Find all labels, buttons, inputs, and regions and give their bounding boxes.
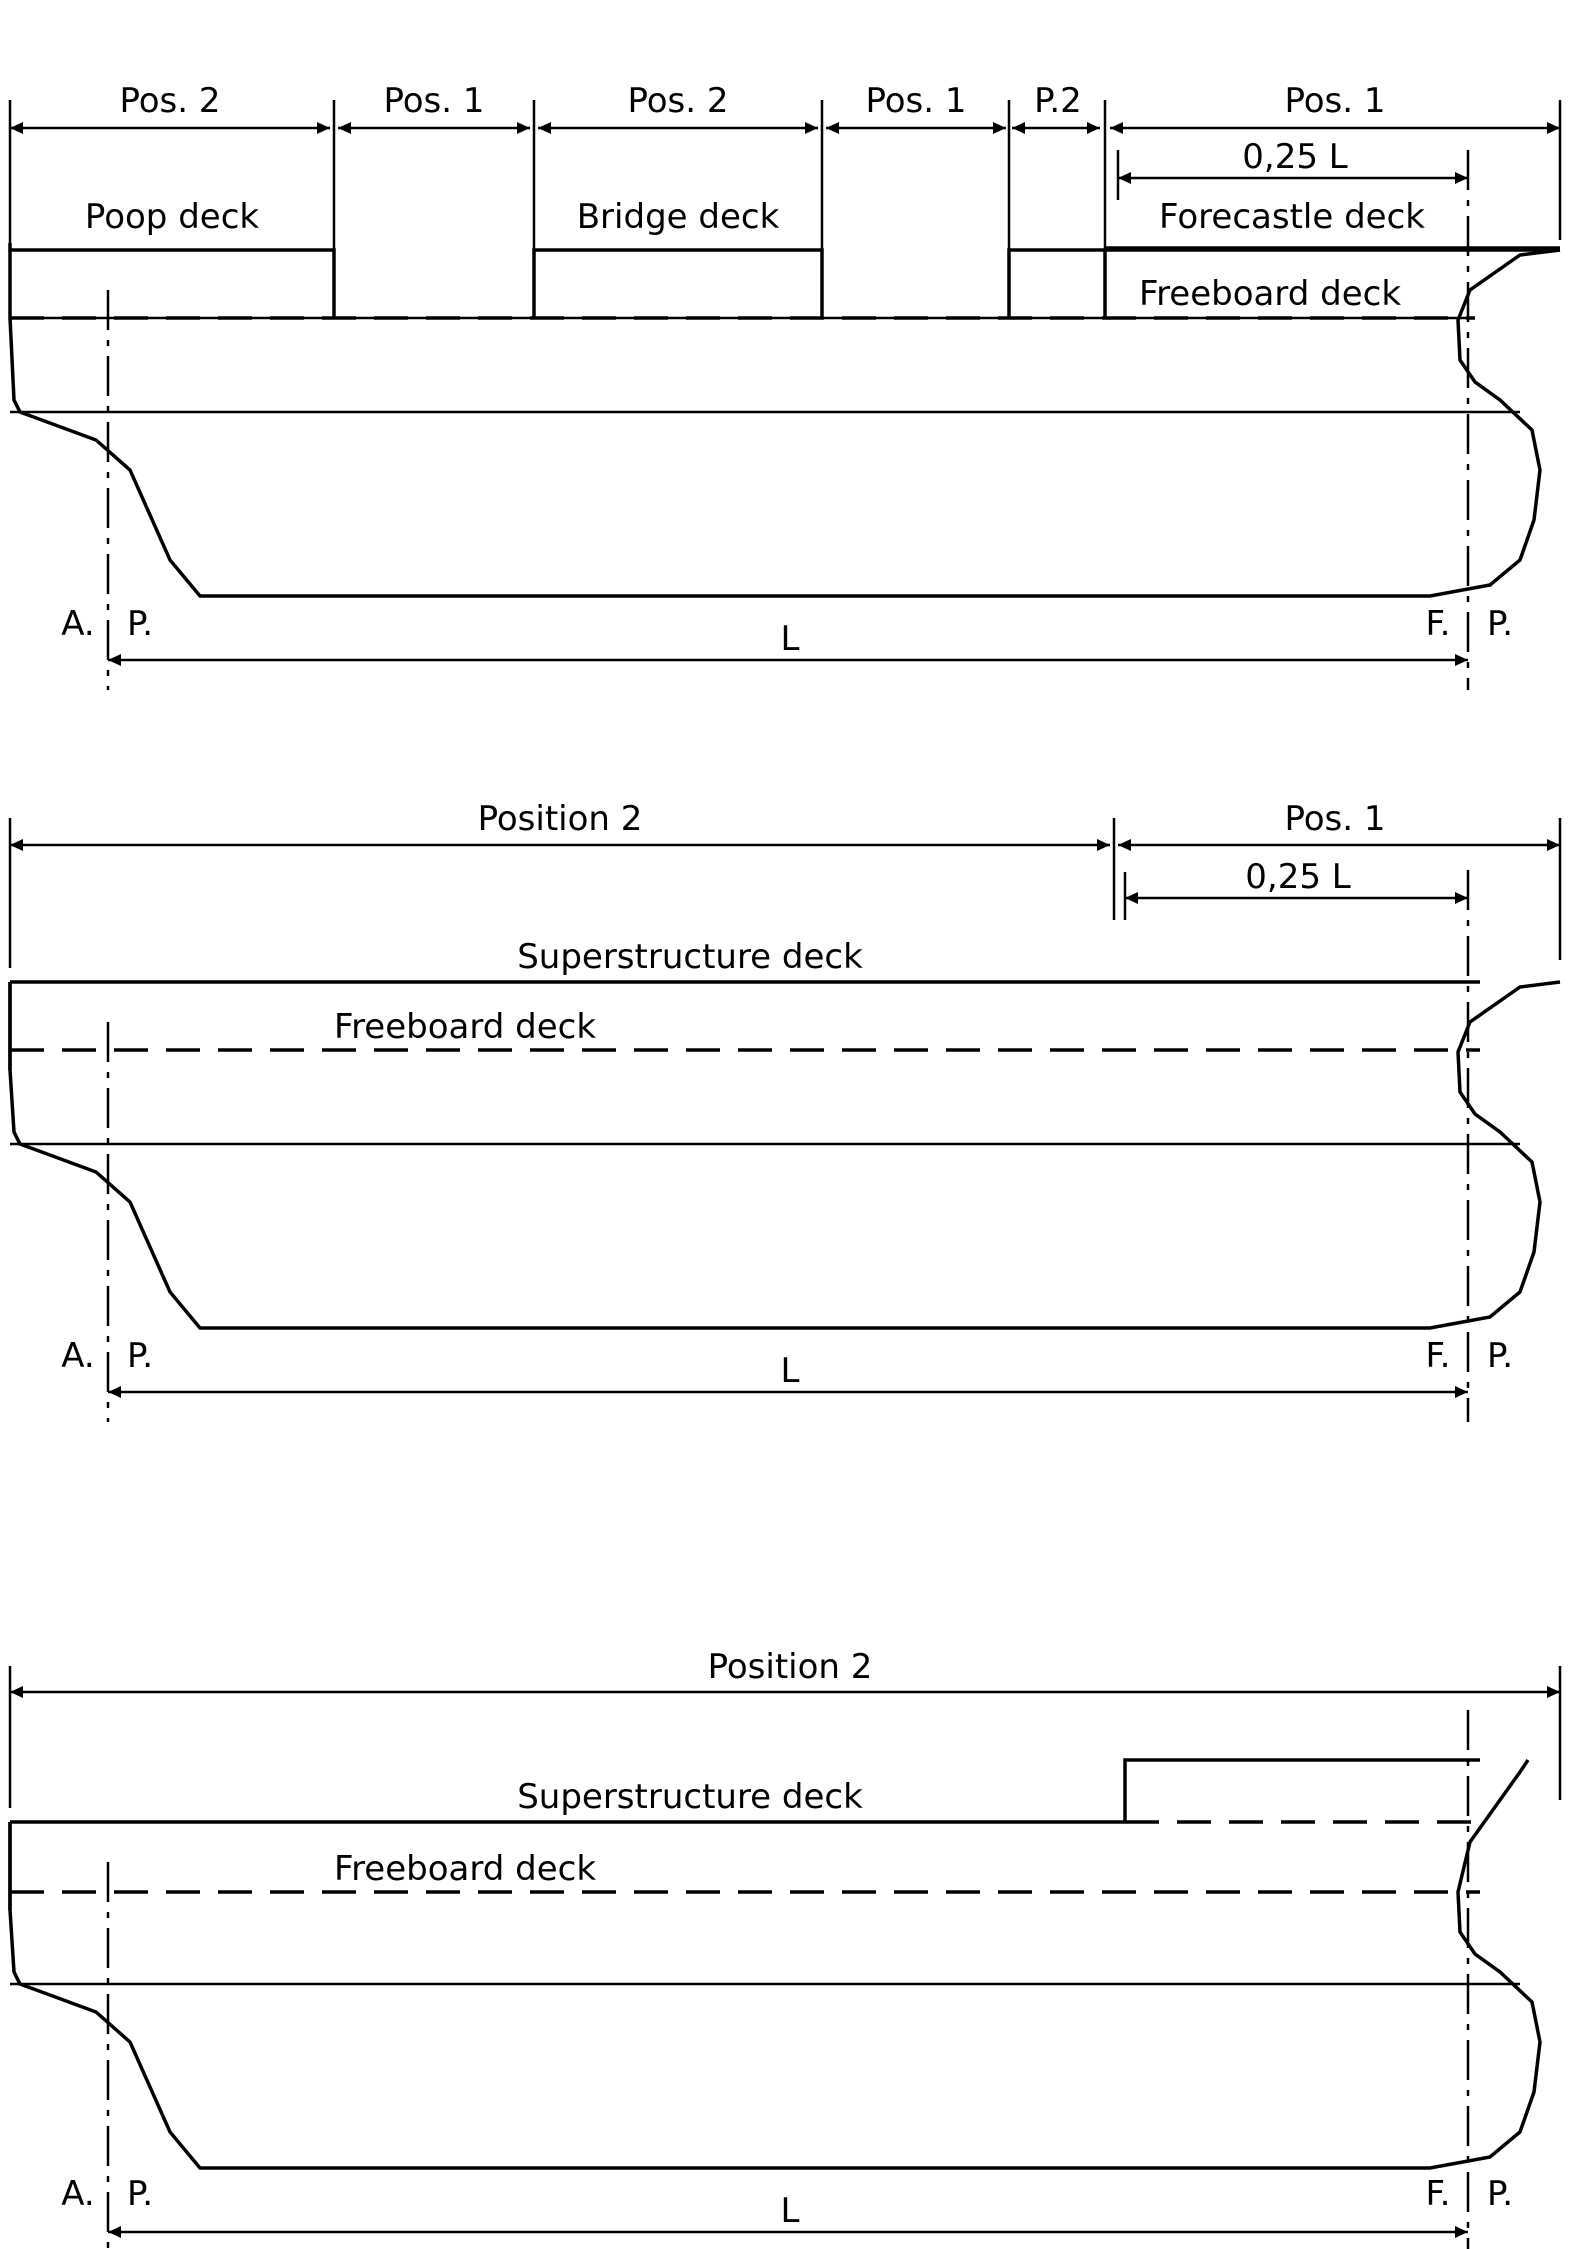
panel-2-superstructure-deck-line [10, 982, 1480, 1070]
panel-1-pos-label-3: Pos. 2 [627, 81, 729, 121]
panel-2-ap-label-a: A. [61, 1336, 95, 1376]
panel-1-pos-label-4: Pos. 1 [865, 81, 967, 121]
panel-2-hull [10, 982, 1560, 1328]
panel-2-superstructure-deck-label: Superstructure deck [517, 937, 863, 977]
panel-2-fp-label-f: F. [1425, 1336, 1451, 1376]
panel-3-length-label: L [780, 2191, 800, 2231]
panel-2 [10, 799, 1560, 1422]
panel-3-fp-label-p: P. [1486, 2174, 1514, 2214]
panel-2-freeboard-deck-label: Freeboard deck [333, 1007, 597, 1047]
panel-2-pos-label-1: Position 2 [477, 799, 643, 839]
panel-3-freeboard-deck-label: Freeboard deck [333, 1849, 597, 1889]
panel-1-freeboard-deck-label: Freeboard deck [1138, 274, 1402, 314]
panel-2-length-label: L [780, 1351, 800, 1391]
panel-3-pos-label-1: Position 2 [707, 1647, 873, 1687]
panel-1-length-label: L [780, 619, 800, 659]
panel-1-fp-label-f: F. [1425, 604, 1451, 644]
panel-1-ap-label-a: A. [61, 604, 95, 644]
panel-3-ap-label-p: P. [126, 2174, 154, 2214]
panel-2-pos-label-2: Pos. 1 [1284, 799, 1386, 839]
panel-1-ap-label-p: P. [126, 604, 154, 644]
panel-2-fp-label-p: P. [1486, 1336, 1514, 1376]
panel-1-quarter-length-label: 0,25 L [1242, 137, 1348, 177]
panel-1-fp-label-p: P. [1486, 604, 1514, 644]
panel-2-quarter-length-label: 0,25 L [1245, 857, 1351, 897]
panel-3 [10, 1647, 1560, 2249]
panel-1-pos-label-6: Pos. 1 [1284, 81, 1386, 121]
panel-3-ap-label-a: A. [61, 2174, 95, 2214]
panel-3-raised-forecastle [1125, 1760, 1480, 1822]
panel-1-bridge-deck-label: Bridge deck [576, 197, 780, 237]
panel-1-poop-deck-label: Poop deck [84, 197, 260, 237]
panel-1-pos-label-2: Pos. 1 [383, 81, 485, 121]
panel-1-pos-label-1: Pos. 2 [119, 81, 221, 121]
panel-2-ap-label-p: P. [126, 1336, 154, 1376]
panel-1 [10, 81, 1560, 690]
panel-1-pos-label-5: P.2 [1034, 81, 1082, 121]
panel-1-forecastle-deck-label: Forecastle deck [1159, 197, 1425, 237]
panel-3-superstructure-deck-label: Superstructure deck [517, 1777, 863, 1817]
panel-3-fp-label-f: F. [1425, 2174, 1451, 2214]
